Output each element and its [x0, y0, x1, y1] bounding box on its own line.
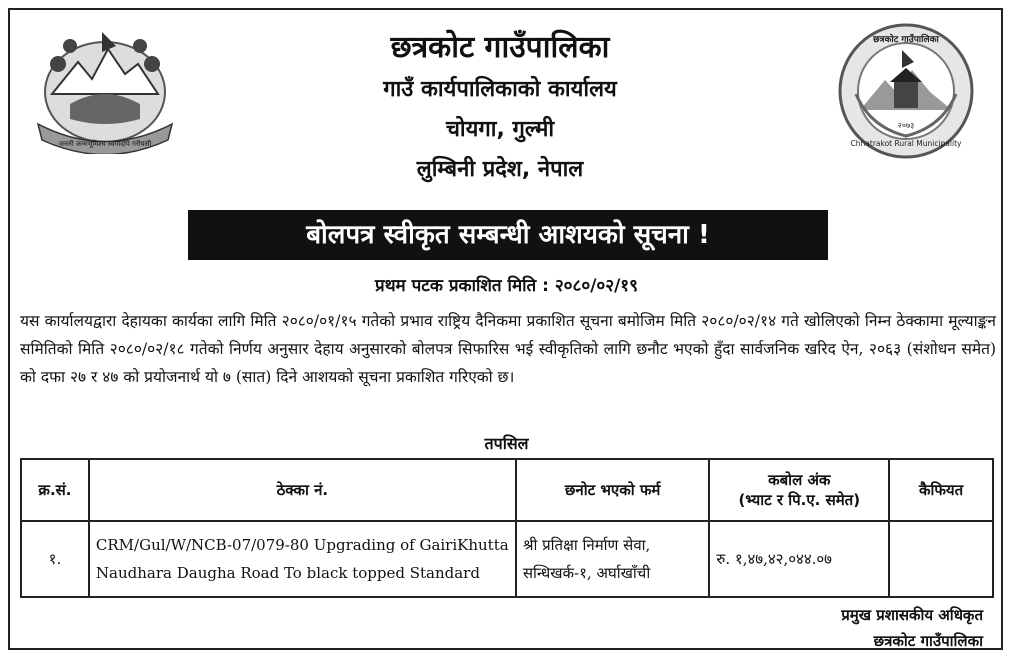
cell-firm-line1: श्री प्रतिक्षा निर्माण सेवा,	[522, 536, 651, 554]
col-header-contract: ठेक्का नं.	[89, 459, 516, 521]
office-location: चोयगा, गुल्मी	[445, 117, 555, 142]
svg-text:छत्रकोट गाउँपालिका: छत्रकोट गाउँपालिका	[873, 35, 939, 45]
svg-text:Chhatrakot Rural Municipality: Chhatrakot Rural Municipality	[850, 139, 962, 148]
publication-date: प्रथम पटक प्रकाशित मिति : २०८०/०२/१९	[375, 276, 638, 296]
cell-contract	[89, 521, 516, 597]
col-header-bid-line2: (भ्याट र पि.ए. समेत)	[738, 491, 861, 509]
cell-contract-line1: CRM/Gul/W/NCB-07/079-80 Upgrading of GairiKhutta	[95, 536, 509, 554]
cell-contract-line2: Naudhara Daugha Road To black topped Standard	[95, 564, 480, 582]
signatory-title: प्रमुख प्रशासकीय अधिकृत	[841, 606, 983, 624]
svg-text:२०७३: २०७३	[897, 121, 915, 130]
nepal-government-emblem-icon	[30, 24, 180, 154]
cell-remarks	[889, 521, 993, 597]
notice-body: यस कार्यालयद्वारा देहायका कार्यका लागि मिति २०८०/०१/१५ गतेको प्रभाव राष्ट्रिय दैनिकमा प्रकाशित सूचना बमोजिम मिति २०८०/०२/१४ गते खोलिएको निम्न ठेक्कामा मूल्याङ्कन समितिको मिति २०८०/०२/१८ गतेको निर्णय अनुसार देहाय अनुसारको बोलपत्र सिफारिस भई स्वीकृतिको लागि छनौट भएको हुँदा सार्वजनिक खरिद ऐन, २०६३ (संशोधन समेत) को दफा २७ र ४७ को प्रयोजनार्थ यो ७ (सात) दिने आशयको सूचना प्रकाशित गरिएको छ।	[20, 312, 996, 386]
svg-text:जननी जन्मभूमिश्च स्वर्गादपि गर: जननी जन्मभूमिश्च स्वर्गादपि गरीयसी	[58, 140, 152, 148]
col-header-bid-line1: कबोल अंक	[768, 471, 831, 489]
col-header-remarks: कैफियत	[889, 459, 993, 521]
contract-table	[20, 458, 994, 598]
cell-firm	[516, 521, 710, 597]
province-country: लुम्बिनी प्रदेश, नेपाल	[416, 157, 584, 182]
col-header-bid	[709, 459, 889, 521]
municipality-name: छत्रकोट गाउँपालिका	[390, 30, 610, 65]
letterhead	[200, 26, 800, 190]
signatory-office: छत्रकोट गाउँपालिका	[873, 632, 983, 650]
notice-title-banner: बोलपत्र स्वीकृत सम्बन्धी आशयको सूचना !	[188, 210, 828, 260]
col-header-sn: क्र.सं.	[21, 459, 89, 521]
cell-firm-line2: सन्धिखर्क-१, अर्घाखाँची	[522, 564, 651, 582]
chhatrakot-municipality-logo-icon	[830, 22, 982, 160]
table-header-row	[21, 459, 993, 521]
office-name: गाउँ कार्यपालिकाको कार्यालय	[383, 77, 617, 102]
cell-sn: १.	[21, 521, 89, 597]
table-row	[21, 521, 993, 597]
col-header-firm: छनोट भएको फर्म	[516, 459, 710, 521]
signature-block	[841, 602, 983, 654]
cell-amount: रु. १,४७,४२,०४४.०७	[709, 521, 889, 597]
table-caption: तपसिल	[484, 434, 529, 453]
